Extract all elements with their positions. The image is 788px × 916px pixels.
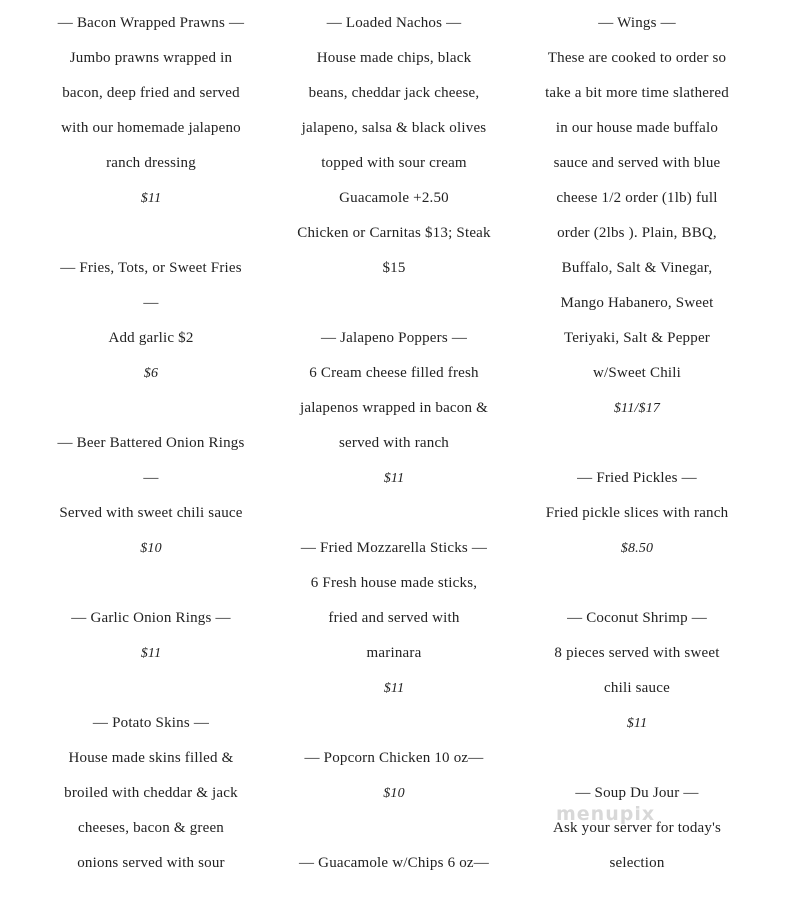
item-description: take a bit more time slathered [545, 85, 729, 101]
menu-item-soup-du-jour [526, 776, 748, 881]
item-description: broiled with cheddar & jack [64, 785, 238, 801]
menu-item-loaded-nachos [283, 6, 505, 286]
item-title: — Wings — [598, 15, 676, 31]
item-description: House made skins filled & [68, 750, 234, 766]
menu-item-jalapeno-poppers [283, 321, 505, 496]
item-description: onions served with sour [77, 855, 225, 871]
item-title: — Bacon Wrapped Prawns — [57, 15, 245, 31]
menu-item-fries-tots [40, 251, 262, 391]
item-title: — Potato Skins — [92, 715, 210, 731]
item-description: Jumbo prawns wrapped in [69, 50, 233, 66]
item-description: topped with sour cream [321, 155, 467, 171]
item-price: $11 [383, 471, 405, 486]
item-description: ranch dressing [106, 155, 196, 171]
item-description: These are cooked to order so [547, 50, 727, 66]
watermark: menupix [556, 803, 656, 825]
item-description: beans, cheddar jack cheese, [308, 85, 480, 101]
item-description: jalapeno, salsa & black olives [301, 120, 487, 136]
item-title: — Fries, Tots, or Sweet Fries [60, 260, 242, 276]
menu-item-fried-mozzarella-sticks [283, 531, 505, 706]
menu-item-wings [526, 6, 748, 426]
item-description: with our homemade jalapeno [61, 120, 241, 136]
item-title: — Guacamole w/Chips 6 oz— [299, 855, 489, 871]
item-description: order (2lbs ). Plain, BBQ, [557, 225, 717, 241]
item-price: $10 [140, 541, 162, 556]
item-description: House made chips, black [316, 50, 472, 66]
item-title: — Fried Pickles — [577, 470, 697, 486]
item-title: — Garlic Onion Rings — [71, 610, 231, 626]
item-description: Served with sweet chili sauce [59, 505, 243, 521]
item-price: $6 [143, 366, 159, 381]
item-title: — Popcorn Chicken 10 oz— [304, 750, 484, 766]
item-price: $11 [140, 191, 162, 206]
item-description: 6 Fresh house made sticks, [310, 575, 478, 591]
item-description: $15 [382, 260, 406, 276]
item-price: $11 [383, 681, 405, 696]
item-description: selection [609, 855, 665, 871]
menu-item-popcorn-chicken [283, 741, 505, 811]
item-price: $11/$17 [613, 401, 661, 416]
item-description: in our house made buffalo [555, 120, 719, 136]
menu-column-2 [283, 6, 505, 916]
menu-item-beer-battered-onion-rings [40, 426, 262, 566]
item-description: Buffalo, Salt & Vinegar, [561, 260, 713, 276]
item-description: Mango Habanero, Sweet [560, 295, 714, 311]
item-price: $8.50 [620, 541, 654, 556]
item-description: sauce and served with blue [553, 155, 721, 171]
item-description: fried and served with [328, 610, 460, 626]
item-description: w/Sweet Chili [592, 365, 681, 381]
menu-item-coconut-shrimp [526, 601, 748, 741]
item-price: $10 [383, 786, 405, 801]
item-title: — [143, 295, 159, 311]
item-description: Teriyaki, Salt & Pepper [563, 330, 711, 346]
item-description: 8 pieces served with sweet [554, 645, 720, 661]
item-description: Guacamole +2.50 [339, 190, 449, 206]
item-description: Fried pickle slices with ranch [545, 505, 729, 521]
menu-item-fried-pickles [526, 461, 748, 566]
item-title: — Jalapeno Poppers — [320, 330, 468, 346]
menu-column-1 [40, 6, 262, 916]
menu-column-3 [526, 6, 748, 916]
item-description: jalapenos wrapped in bacon & [299, 400, 489, 416]
item-price: $11 [626, 716, 648, 731]
item-description: 6 Cream cheese filled fresh [309, 365, 479, 381]
item-title: — Coconut Shrimp — [567, 610, 707, 626]
item-title: — [143, 470, 159, 486]
item-description: Add garlic $2 [108, 330, 194, 346]
item-description: chili sauce [604, 680, 670, 696]
menu-item-bacon-wrapped-prawns [40, 6, 262, 216]
item-price: $11 [140, 646, 162, 661]
item-description: served with ranch [338, 435, 450, 451]
item-title: — Loaded Nachos — [326, 15, 462, 31]
item-description: cheeses, bacon & green [78, 820, 224, 836]
item-description: cheese 1/2 order (1lb) full [556, 190, 718, 206]
menu-item-garlic-onion-rings [40, 601, 262, 671]
item-title: — Beer Battered Onion Rings [57, 435, 245, 451]
item-description: Ask your server for today's [552, 820, 722, 836]
menu-item-potato-skins [40, 706, 262, 881]
item-title: — Fried Mozzarella Sticks — [300, 540, 488, 556]
item-description: Chicken or Carnitas $13; Steak [297, 225, 491, 241]
item-description: marinara [366, 645, 422, 661]
menu-item-guacamole-chips [283, 846, 505, 881]
item-description: bacon, deep fried and served [62, 85, 240, 101]
item-title: — Soup Du Jour — [575, 785, 699, 801]
